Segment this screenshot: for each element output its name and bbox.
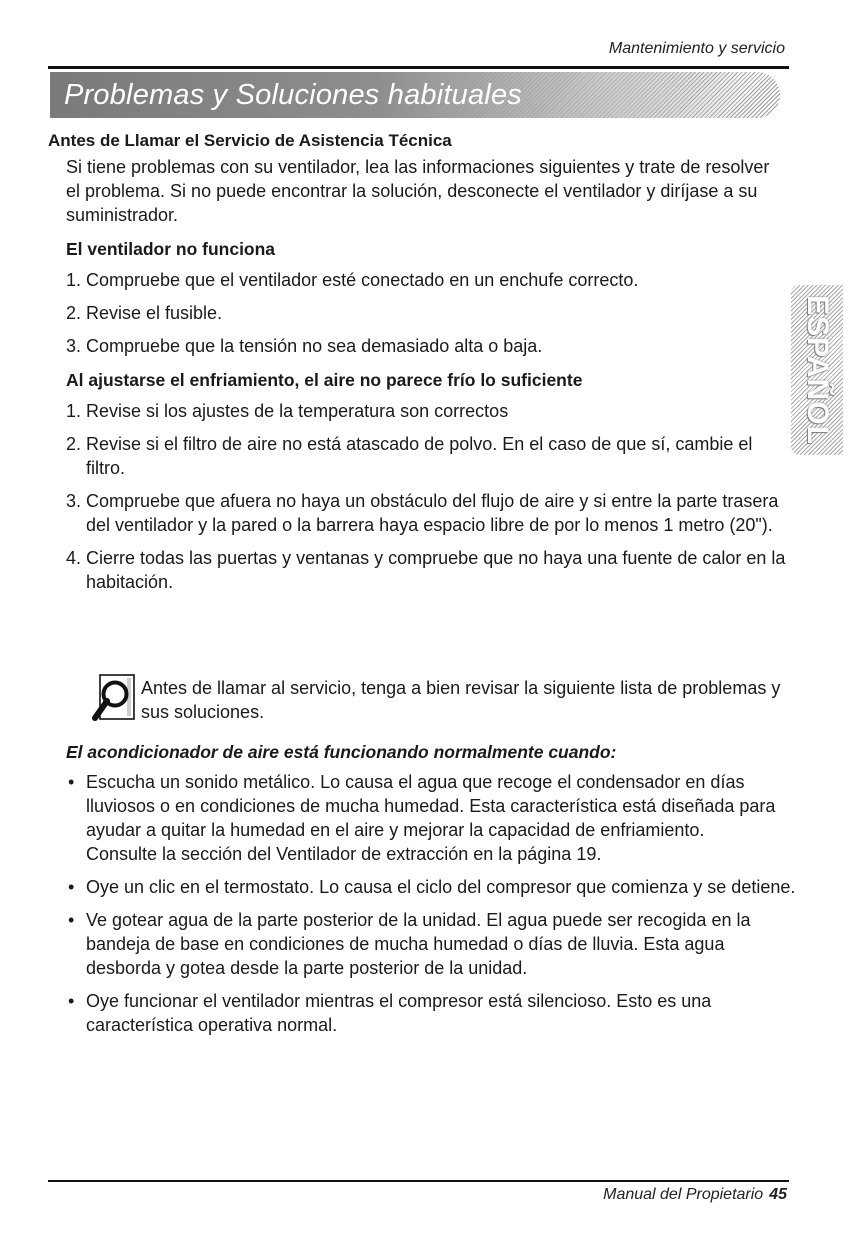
list-item <box>66 268 786 292</box>
list-item <box>66 489 786 537</box>
item-text: Revise el fusible. <box>86 303 223 323</box>
language-tab <box>791 285 843 455</box>
list-item <box>66 875 800 899</box>
magnifier-icon <box>92 674 136 724</box>
page-footer <box>603 1186 787 1204</box>
section-banner <box>50 72 780 118</box>
item-text: Cierre todas las puertas y ventanas y compruebe que no haya una fuente de calor en la habitación. <box>86 548 786 592</box>
item-number: 1. <box>66 270 82 290</box>
normal-operation-list <box>66 770 800 1046</box>
normal-operation-title: El acondicionador de aire está funcionando normalmente cuando: <box>66 742 617 762</box>
item-number: 3. <box>66 336 82 356</box>
item-number: 2. <box>66 434 82 454</box>
item-text: Ve gotear agua de la parte posterior de la unidad. El agua puede ser recogida en la bandeja de base en condiciones de mucha humedad o días de lluvia. Esta agua desborda y gotea desde la parte posterior de la unidad. <box>86 910 751 978</box>
list-item <box>66 770 800 866</box>
item-text: Revise si los ajustes de la temperatura son correctos <box>86 401 509 421</box>
item-text: Revise si el filtro de aire no está atascado de polvo. En el caso de que sí, cambie el filtro. <box>86 434 753 478</box>
bullet: • <box>68 991 75 1011</box>
group-title-cooling: Al ajustarse el enfriamiento, el aire no parece frío lo suficiente <box>66 370 583 390</box>
page-number: 45 <box>769 1186 787 1203</box>
item-text: Compruebe que afuera no haya un obstáculo del flujo de aire y si entre la parte trasera del ventilador y la pared o la barrera haya espacio libre de por lo menos 1 metro (20"). <box>86 491 779 535</box>
intro-paragraph: Si tiene problemas con su ventilador, lea las informaciones siguientes y trate de resolver el problema. Si no puede encontrar la solución, desconecte el ventilador y diríjase a su suministrador. <box>66 157 770 225</box>
item-text: Escucha un sonido metálico. Lo causa el agua que recoge el condensador en días lluviosos o en condiciones de mucha humedad. Esta característica está diseñada para ayudar a quitar la humedad en el aire y mejorar la capacidad de enfriamiento. <box>86 772 776 840</box>
item-extra: Consulte la sección del Ventilador de extracción en la página 19. <box>86 844 602 864</box>
header-divider <box>48 66 789 69</box>
item-number: 2. <box>66 303 82 323</box>
group-title-fan-not-working: El ventilador no funciona <box>66 239 276 259</box>
bullet: • <box>68 877 75 897</box>
section-title: Antes de Llamar el Servicio de Asistencia Técnica <box>48 131 452 150</box>
running-header: Mantenimiento y servicio <box>608 40 785 57</box>
item-number: 4. <box>66 548 82 568</box>
troubleshooting-content <box>66 155 786 604</box>
list-item <box>66 301 786 325</box>
item-number: 1. <box>66 401 82 421</box>
cooling-list <box>66 399 786 594</box>
bullet: • <box>68 910 75 930</box>
bullet: • <box>68 772 75 792</box>
footer-title: Manual del Propietario <box>603 1186 764 1203</box>
list-item <box>66 908 800 980</box>
language-tab-label: ESPAÑOL <box>801 295 834 445</box>
item-text: Compruebe que el ventilador esté conectado en un enchufe correcto. <box>86 270 639 290</box>
banner-title: Problemas y Soluciones habituales <box>64 79 522 111</box>
fan-not-working-list <box>66 268 786 358</box>
list-item <box>66 399 786 423</box>
note-box <box>92 672 792 732</box>
footer-divider <box>48 1180 789 1182</box>
list-item <box>66 334 786 358</box>
note-text: Antes de llamar al servicio, tenga a bien revisar la siguiente lista de problemas y sus soluciones. <box>141 678 781 722</box>
item-number: 3. <box>66 491 82 511</box>
list-item <box>66 432 786 480</box>
item-text: Compruebe que la tensión no sea demasiado alta o baja. <box>86 336 543 356</box>
list-item <box>66 546 786 594</box>
item-text: Oye un clic en el termostato. Lo causa el ciclo del compresor que comienza y se detiene. <box>86 877 796 897</box>
list-item <box>66 989 800 1037</box>
item-text: Oye funcionar el ventilador mientras el compresor está silencioso. Esto es una característica operativa normal. <box>86 991 712 1035</box>
